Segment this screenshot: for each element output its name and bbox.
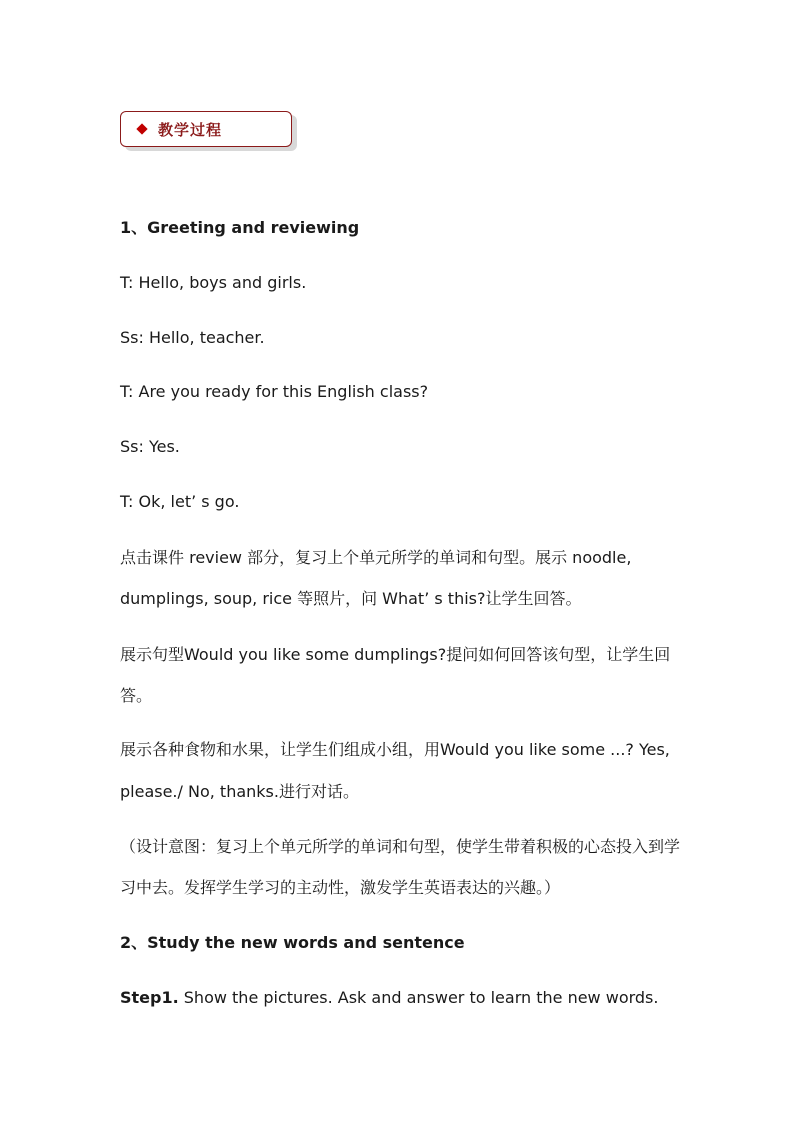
dialogue-line: T: Ok, let’ s go. (120, 492, 240, 511)
dialogue-line: Ss: Hello, teacher. (120, 328, 265, 347)
dialogue-line: T: Hello, boys and girls. (120, 273, 307, 292)
design-intent-line: 习中去。发挥学生学习的主动性，激发学生英语表达的兴趣。） (120, 878, 561, 897)
paragraph-line: 展示各种食物和水果，让学生们组成小组，用Would you like some ...? Yes, (120, 740, 670, 759)
paragraph-line: 答。 (120, 686, 153, 705)
paragraph-line: please./ No, thanks.进行对话。 (120, 782, 359, 801)
paragraph-line: 展示句型Would you like some dumplings?提问如何回答该句型，让学生回 (120, 645, 671, 664)
paragraph-line: dumplings, soup, rice 等照片，问 What’ s this?让学生回答。 (120, 589, 582, 608)
heading-new-words: 2、Study the new words and sentence (120, 933, 465, 952)
step1-line (120, 988, 680, 1008)
paragraph-line: 点击课件 review 部分，复习上个单元所学的单词和句型。展示 noodle, (120, 548, 632, 567)
heading-greeting: 1、Greeting and reviewing (120, 218, 360, 237)
design-intent-line: （设计意图：复习上个单元所学的单词和句型，使学生带着积极的心态投入到学 (120, 837, 681, 856)
step1-label: Step1. (120, 988, 179, 1007)
dialogue-line: T: Are you ready for this English class? (120, 382, 429, 401)
dialogue-line: Ss: Yes. (120, 437, 180, 456)
diamond-bullet-icon (136, 123, 147, 134)
step1-text: Show the pictures. Ask and answer to learn the new words. (178, 988, 659, 1007)
section-title: 教学过程 (158, 120, 223, 139)
section-header (120, 111, 292, 147)
